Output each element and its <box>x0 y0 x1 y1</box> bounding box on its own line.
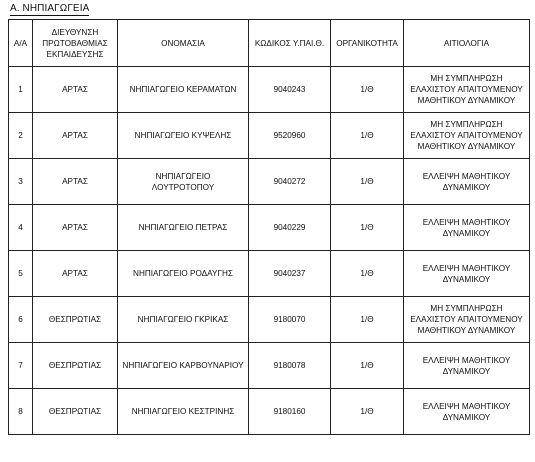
cell-reason: ΜΗ ΣΥΜΠΛΗΡΩΣΗ ΕΛΑΧΙΣΤΟΥ ΑΠΑΙΤΟΥΜΕΝΟΥ ΜΑΘΗΤΙΚΟΥ ΔΥΝΑΜΙΚΟΥ <box>404 67 530 113</box>
table-row <box>9 389 530 435</box>
cell-reason: ΕΛΛΕΙΨΗ ΜΑΘΗΤΙΚΟΥ ΔΥΝΑΜΙΚΟΥ <box>404 205 530 251</box>
cell-code: 9040237 <box>249 251 331 297</box>
cell-directorate: ΑΡΤΑΣ <box>33 159 118 205</box>
header-reason: ΑΙΤΙΟΛΟΓΙΑ <box>404 20 530 67</box>
cell-code: 9040243 <box>249 67 331 113</box>
cell-reason: ΕΛΛΕΙΨΗ ΜΑΘΗΤΙΚΟΥ ΔΥΝΑΜΙΚΟΥ <box>404 159 530 205</box>
cell-aa: 6 <box>9 297 33 343</box>
cell-organic: 1/Θ <box>331 343 404 389</box>
cell-code: 9180070 <box>249 297 331 343</box>
table-row <box>9 113 530 159</box>
cell-reason: ΜΗ ΣΥΜΠΛΗΡΩΣΗ ΕΛΑΧΙΣΤΟΥ ΑΠΑΙΤΟΥΜΕΝΟΥ ΜΑΘΗΤΙΚΟΥ ΔΥΝΑΜΙΚΟΥ <box>404 113 530 159</box>
cell-directorate: ΘΕΣΠΡΩΤΙΑΣ <box>33 297 118 343</box>
cell-directorate: ΑΡΤΑΣ <box>33 205 118 251</box>
cell-organic: 1/Θ <box>331 251 404 297</box>
cell-reason: ΕΛΛΕΙΨΗ ΜΑΘΗΤΙΚΟΥ ΔΥΝΑΜΙΚΟΥ <box>404 251 530 297</box>
schools-table <box>8 19 530 435</box>
cell-aa: 8 <box>9 389 33 435</box>
cell-reason: ΕΛΛΕΙΨΗ ΜΑΘΗΤΙΚΟΥ ΔΥΝΑΜΙΚΟΥ <box>404 389 530 435</box>
cell-aa: 7 <box>9 343 33 389</box>
cell-aa: 1 <box>9 67 33 113</box>
table-row <box>9 205 530 251</box>
cell-organic: 1/Θ <box>331 113 404 159</box>
cell-name: ΝΗΠΙΑΓΩΓΕΙΟ ΚΕΣΤΡΙΝΗΣ <box>118 389 249 435</box>
cell-name: ΝΗΠΙΑΓΩΓΕΙΟ ΠΕΤΡΑΣ <box>118 205 249 251</box>
header-aa: Α/Α <box>9 20 33 67</box>
cell-code: 9180078 <box>249 343 331 389</box>
table-header-row <box>9 20 530 67</box>
cell-name: ΝΗΠΙΑΓΩΓΕΙΟ ΓΚΡΙΚΑΣ <box>118 297 249 343</box>
cell-name: ΝΗΠΙΑΓΩΓΕΙΟ ΚΥΨΕΛΗΣ <box>118 113 249 159</box>
cell-name: ΝΗΠΙΑΓΩΓΕΙΟ ΡΟΔΑΥΓΗΣ <box>118 251 249 297</box>
cell-directorate: ΑΡΤΑΣ <box>33 251 118 297</box>
table-row <box>9 159 530 205</box>
cell-aa: 4 <box>9 205 33 251</box>
table-row <box>9 343 530 389</box>
cell-name: ΝΗΠΙΑΓΩΓΕΙΟ ΛΟΥΤΡΟΤΟΠΟΥ <box>118 159 249 205</box>
cell-reason: ΕΛΛΕΙΨΗ ΜΑΘΗΤΙΚΟΥ ΔΥΝΑΜΙΚΟΥ <box>404 343 530 389</box>
cell-directorate: ΑΡΤΑΣ <box>33 67 118 113</box>
header-name: ΟΝΟΜΑΣΙΑ <box>118 20 249 67</box>
cell-organic: 1/Θ <box>331 205 404 251</box>
cell-name: ΝΗΠΙΑΓΩΓΕΙΟ ΚΑΡΒΟΥΝΑΡΙΟΥ <box>118 343 249 389</box>
cell-aa: 2 <box>9 113 33 159</box>
table-row <box>9 67 530 113</box>
cell-code: 9040229 <box>249 205 331 251</box>
cell-organic: 1/Θ <box>331 159 404 205</box>
cell-directorate: ΑΡΤΑΣ <box>33 113 118 159</box>
cell-organic: 1/Θ <box>331 297 404 343</box>
header-directorate: ΔΙΕΥΘΥΝΣΗ ΠΡΩΤΟΒΑΘΜΙΑΣ ΕΚΠΑΙΔΕΥΣΗΣ <box>33 20 118 67</box>
cell-code: 9520960 <box>249 113 331 159</box>
cell-organic: 1/Θ <box>331 389 404 435</box>
cell-name: ΝΗΠΙΑΓΩΓΕΙΟ ΚΕΡΑΜΑΤΩΝ <box>118 67 249 113</box>
section-title: Α. ΝΗΠΙΑΓΩΓΕΙΑ <box>10 3 90 14</box>
cell-code: 9040272 <box>249 159 331 205</box>
cell-aa: 5 <box>9 251 33 297</box>
cell-directorate: ΘΕΣΠΡΩΤΙΑΣ <box>33 389 118 435</box>
cell-directorate: ΘΕΣΠΡΩΤΙΑΣ <box>33 343 118 389</box>
cell-reason: ΜΗ ΣΥΜΠΛΗΡΩΣΗ ΕΛΑΧΙΣΤΟΥ ΑΠΑΙΤΟΥΜΕΝΟΥ ΜΑΘΗΤΙΚΟΥ ΔΥΝΑΜΙΚΟΥ <box>404 297 530 343</box>
header-code: ΚΩΔΙΚΟΣ Υ.ΠΑΙ.Θ. <box>249 20 331 67</box>
header-organic: ΟΡΓΑΝΙΚΟΤΗΤΑ <box>331 20 404 67</box>
table-row <box>9 297 530 343</box>
cell-code: 9180160 <box>249 389 331 435</box>
cell-aa: 3 <box>9 159 33 205</box>
cell-organic: 1/Θ <box>331 67 404 113</box>
table-row <box>9 251 530 297</box>
